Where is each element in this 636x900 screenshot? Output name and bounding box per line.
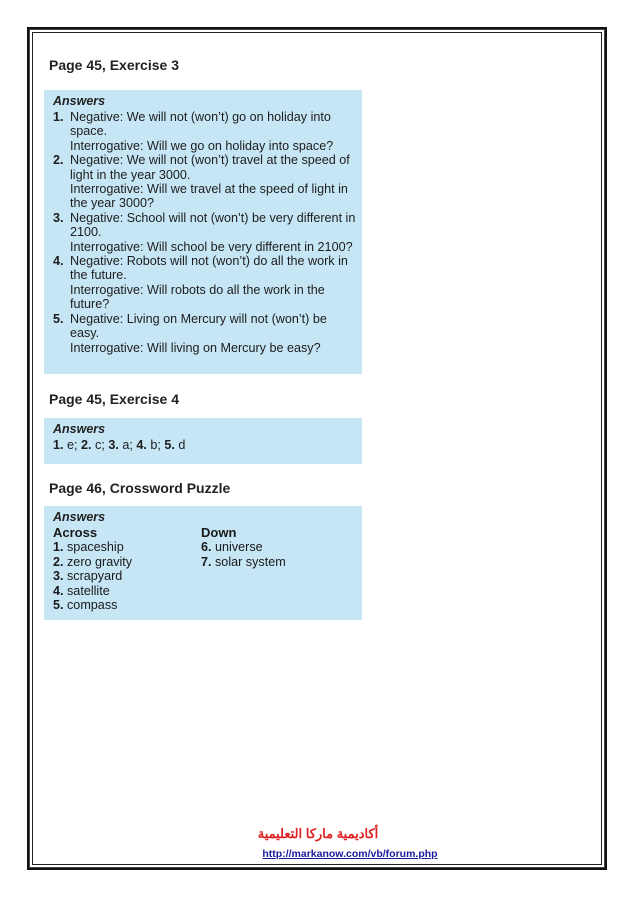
answers-box-exercise-3	[44, 90, 362, 374]
answer-value: d	[174, 438, 186, 452]
answer-number: 3.	[53, 210, 64, 225]
footer-academy-name: أكاديمية ماركا التعليمية	[257, 826, 379, 841]
answer-number: 4.	[53, 254, 64, 269]
answers-list	[53, 110, 356, 355]
answer-text: Negative: We will not (won’t) go on holiday into space. Interrogative: Will we go on holiday into space?	[70, 110, 334, 153]
answers-title: Answers	[53, 510, 106, 524]
answer-number: 1.	[53, 438, 64, 452]
answer-number: 3.	[53, 569, 64, 584]
answer-number: 2.	[53, 554, 64, 569]
answer-number: 5.	[164, 438, 175, 452]
answer-value: c;	[91, 438, 109, 452]
answer-word: scrapyard	[63, 569, 123, 584]
answer-value: b;	[146, 438, 165, 452]
answer-word: compass	[63, 598, 118, 613]
answers-line	[53, 438, 356, 452]
crossword-answer	[201, 540, 349, 554]
answer-number: 5.	[53, 311, 64, 326]
answer-word: zero gravity	[63, 554, 133, 569]
answer-number: 4.	[53, 583, 64, 598]
down-label: Down	[201, 525, 237, 540]
answer-item	[53, 153, 356, 211]
answer-number: 2.	[81, 438, 92, 452]
answer-word: spaceship	[63, 540, 124, 555]
answer-text: Negative: Living on Mercury will not (won’t) be easy. Interrogative: Will living on Mercury be easy?	[70, 311, 327, 355]
answer-word: solar system	[211, 554, 286, 569]
answer-word: universe	[211, 540, 263, 555]
answer-item	[53, 312, 356, 355]
answer-value: a;	[118, 438, 137, 452]
heading-exercise-4: Page 45, Exercise 4	[49, 391, 179, 407]
answer-item	[53, 254, 356, 312]
across-column	[53, 526, 201, 612]
footer-link[interactable]: http://markanow.com/vb/forum.php	[262, 848, 438, 860]
answer-number: 4.	[136, 438, 147, 452]
answers-title: Answers	[53, 422, 106, 436]
down-column	[201, 526, 349, 612]
crossword-answer	[201, 555, 349, 569]
across-label: Across	[53, 525, 98, 540]
answers-box-crossword	[44, 506, 362, 620]
crossword-answer	[53, 584, 201, 598]
answers-box-exercise-4	[44, 418, 362, 464]
answer-number: 1.	[53, 110, 64, 124]
answer-number: 5.	[53, 598, 64, 613]
crossword-answer	[53, 555, 201, 569]
answers-title: Answers	[53, 94, 106, 108]
crossword-answer	[53, 569, 201, 583]
answer-item	[53, 211, 356, 254]
heading-crossword: Page 46, Crossword Puzzle	[49, 480, 231, 496]
answer-text: Negative: Robots will not (won’t) do all the work in the future. Interrogative: Will robots do all the work in the future?	[70, 254, 348, 312]
heading-exercise-3: Page 45, Exercise 3	[49, 57, 179, 73]
answer-number: 6.	[201, 540, 212, 555]
answer-text: Negative: We will not (won’t) travel at the speed of light in the year 3000. Interrogative: Will we travel at the speed of light in the year 3000?	[70, 153, 350, 211]
answer-number: 1.	[53, 540, 64, 555]
crossword-answer	[53, 598, 201, 612]
answer-number: 3.	[108, 438, 119, 452]
answer-number: 2.	[53, 153, 64, 168]
answer-number: 7.	[201, 554, 212, 569]
crossword-answer	[53, 540, 201, 554]
answer-value: e;	[63, 438, 82, 452]
answer-item	[53, 110, 356, 153]
answer-word: satellite	[63, 583, 110, 598]
answer-text: Negative: School will not (won’t) be very different in 2100. Interrogative: Will school be very different in 2100?	[70, 210, 356, 254]
